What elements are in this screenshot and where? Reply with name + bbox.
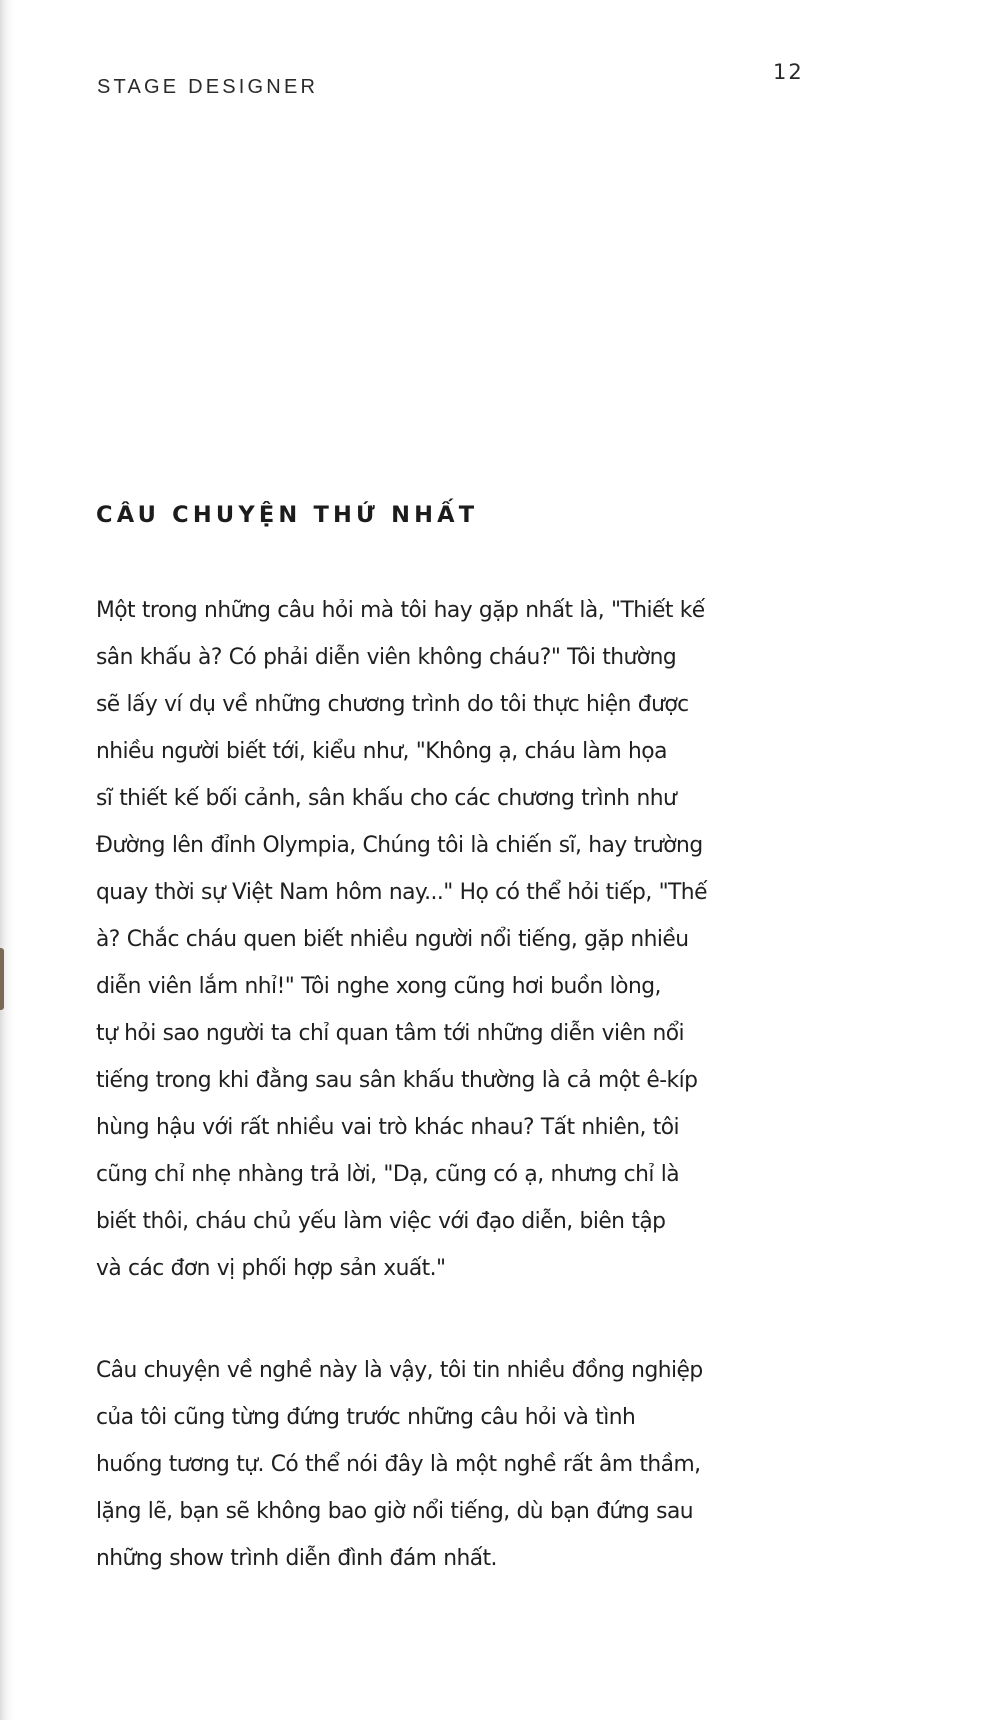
chapter-title: CÂU CHUYỆN THỨ NHẤT — [96, 502, 479, 528]
body-paragraph-1: Một trong những câu hỏi mà tôi hay gặp nhất là, "Thiết kế sân khấu à? Có phải diễn viên không cháu?" Tôi thường sẽ lấy ví dụ về những chương trình do tôi thực hiện được nhiều người biết tới, kiểu như, "Không ạ, cháu làm họa sĩ thiết kế bối cảnh, sân khấu cho các chương trình như Đường lên đỉnh Olympia, Chúng tôi là chiến sĩ, hay trường quay thời sự Việt Nam hôm nay..." Họ có thể hỏi tiếp, "Thế à? Chắc cháu quen biết nhiều người nổi tiếng, gặp nhiều diễn viên lắm nhỉ!" Tôi nghe xong cũng hơi buồn lòng, tự hỏi sao người ta chỉ quan tâm tới những diễn viên nổi tiếng trong khi đằng sau sân khấu thường là cả một ê-kíp hùng hậu với rất nhiều vai trò khác nhau? Tất nhiên, tôi cũng chỉ nhẹ nhàng trả lời, "Dạ, cũng có ạ, nhưng chỉ là biết thôi, cháu chủ yếu làm việc với đạo diễn, biên tập và các đơn vị phối hợp sản xuất." — [96, 598, 707, 1281]
page-edge-mark — [0, 948, 4, 1010]
running-header-title: STAGE DESIGNER — [97, 76, 319, 98]
body-paragraph-2: Câu chuyện về nghề này là vậy, tôi tin nhiều đồng nghiệp của tôi cũng từng đứng trước những câu hỏi và tình huống tương tự. Có thể nói đây là một nghề rất âm thầm, lặng lẽ, bạn sẽ không bao giờ nổi tiếng, dù bạn đứng sau những show trình diễn đình đám nhất. — [96, 1358, 703, 1571]
page-number: 12 — [773, 60, 804, 84]
